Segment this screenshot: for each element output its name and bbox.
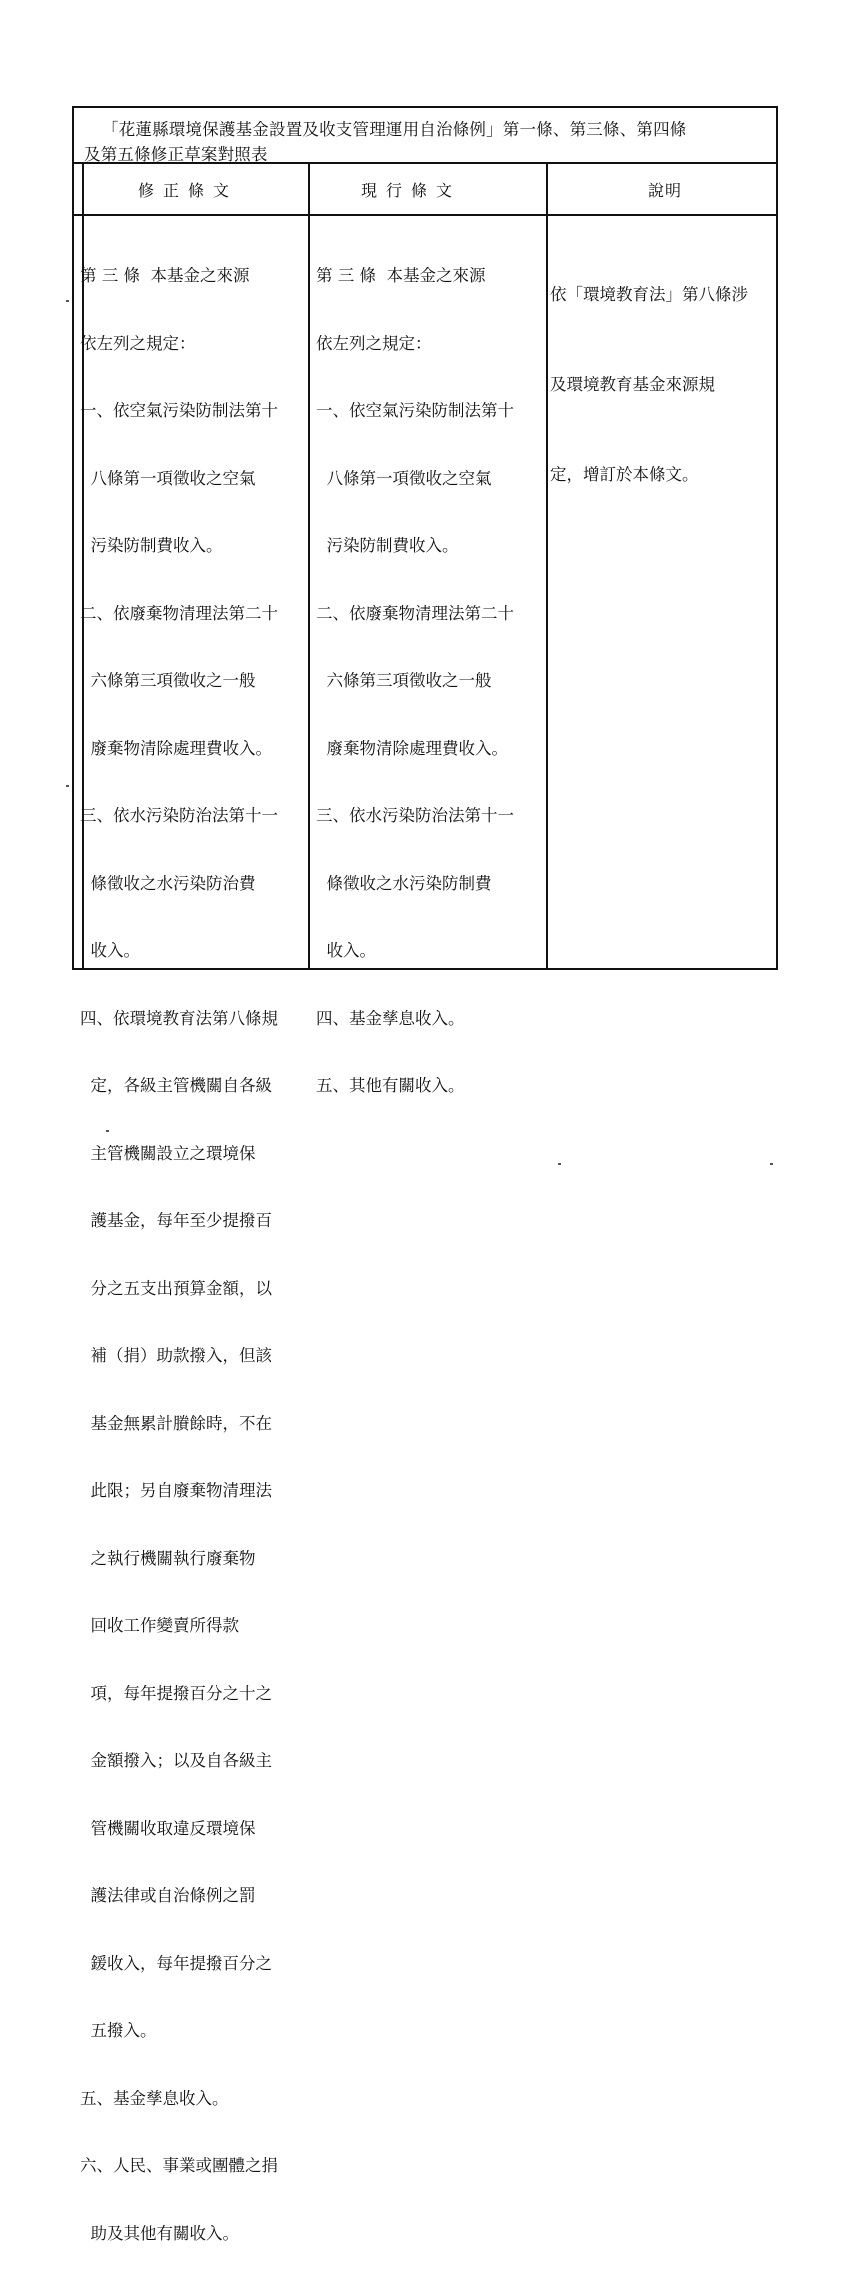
text-line: 八條第一項徵收之空氣 [80,468,256,488]
scan-speck [770,1163,773,1165]
text-line: 補（捐）助款撥入，但該 [80,1346,272,1365]
header-current: 現行條文 [361,181,462,200]
text-line: 一、依空氣污染防制法第十 [316,401,514,420]
text-line: 此限；另自廢棄物清理法 [80,1481,272,1500]
text-line: 項，每年提撥百分之十之 [80,1683,272,1703]
text-line: 收入。 [80,941,140,960]
text-line: 依左列之規定： [80,333,196,353]
text-line: 定，各級主管機關自各級 [80,1076,272,1095]
table-title [74,108,776,164]
text-line: 護基金，每年至少提撥百 [80,1211,272,1230]
current-article-text [316,220,514,1143]
text-line: 分之五支出預算金額，以 [80,1278,272,1298]
text-line: 廢棄物清除處理費收入。 [80,738,272,758]
text-line: 一、依空氣污染防制法第十 [80,401,278,420]
text-line: 條徵收之水污染防制費 [316,873,492,893]
text-line: 鍰收入，每年提撥百分之 [80,1953,272,1973]
text-line: 二、依廢棄物清理法第二十 [316,603,514,623]
text-line: 回收工作變賣所得款 [80,1616,239,1635]
text-line: 六、人民、事業或團體之捐 [80,2156,278,2175]
header-explanation: 說明 [648,181,683,200]
text-line: 廢棄物清除處理費收入。 [316,738,508,758]
text-line: 四、基金孳息收入。 [316,1008,465,1028]
text-line: 三、依水污染防治法第十一 [80,806,278,825]
text-line: 依「環境教育法」第八條涉 [550,285,748,304]
text-line: 三、依水污染防治法第十一 [316,806,514,825]
text-line: 條徵收之水污染防治費 [80,873,256,893]
header-row [74,164,776,216]
scan-speck [66,785,69,787]
text-line: 第 三 條 本基金之來源 [80,266,250,285]
table-title-line-2: 及第五條修正草案對照表 [84,145,268,164]
text-line: 金額撥入；以及自各級主 [80,1751,272,1770]
text-line: 六條第三項徵收之一般 [80,671,256,690]
header-amended: 修正條文 [138,181,239,200]
text-line: 四、依環境教育法第八條規 [80,1008,278,1028]
text-line: 定，增訂於本條文。 [550,465,699,484]
text-line: 及環境教育基金來源規 [550,375,715,394]
text-line: 五、其他有關收入。 [316,1076,465,1095]
text-line: 基金無累計賸餘時，不在 [80,1413,272,1433]
text-line: 污染防制費收入。 [316,536,459,555]
explanation-text [550,220,748,550]
text-line: 管機關收取違反環境保 [80,1818,256,1838]
scan-speck [106,1130,109,1132]
text-line: 之執行機關執行廢棄物 [80,1548,256,1568]
text-line: 助及其他有關收入。 [80,2223,239,2243]
text-line: 收入。 [316,941,376,960]
text-line: 八條第一項徵收之空氣 [316,468,492,488]
text-line: 五撥入。 [80,2021,157,2040]
amended-article-text [80,220,278,2290]
text-line: 護法律或自治條例之罰 [80,1886,256,1905]
scan-speck [558,1163,561,1165]
table-title-line-1: 「花蓮縣環境保護基金設置及收支管理運用自治條例」第一條、第三條、第四條 [102,120,687,139]
scan-speck [66,300,69,302]
text-line: 依左列之規定： [316,333,432,353]
comparison-table [72,106,778,2243]
text-line: 污染防制費收入。 [80,536,223,555]
text-line: 六條第三項徵收之一般 [316,671,492,690]
text-line: 第 三 條 本基金之來源 [316,266,486,285]
text-line: 五、基金孳息收入。 [80,2088,229,2108]
text-line: 主管機關設立之環境保 [80,1143,256,1163]
text-line: 二、依廢棄物清理法第二十 [80,603,278,623]
